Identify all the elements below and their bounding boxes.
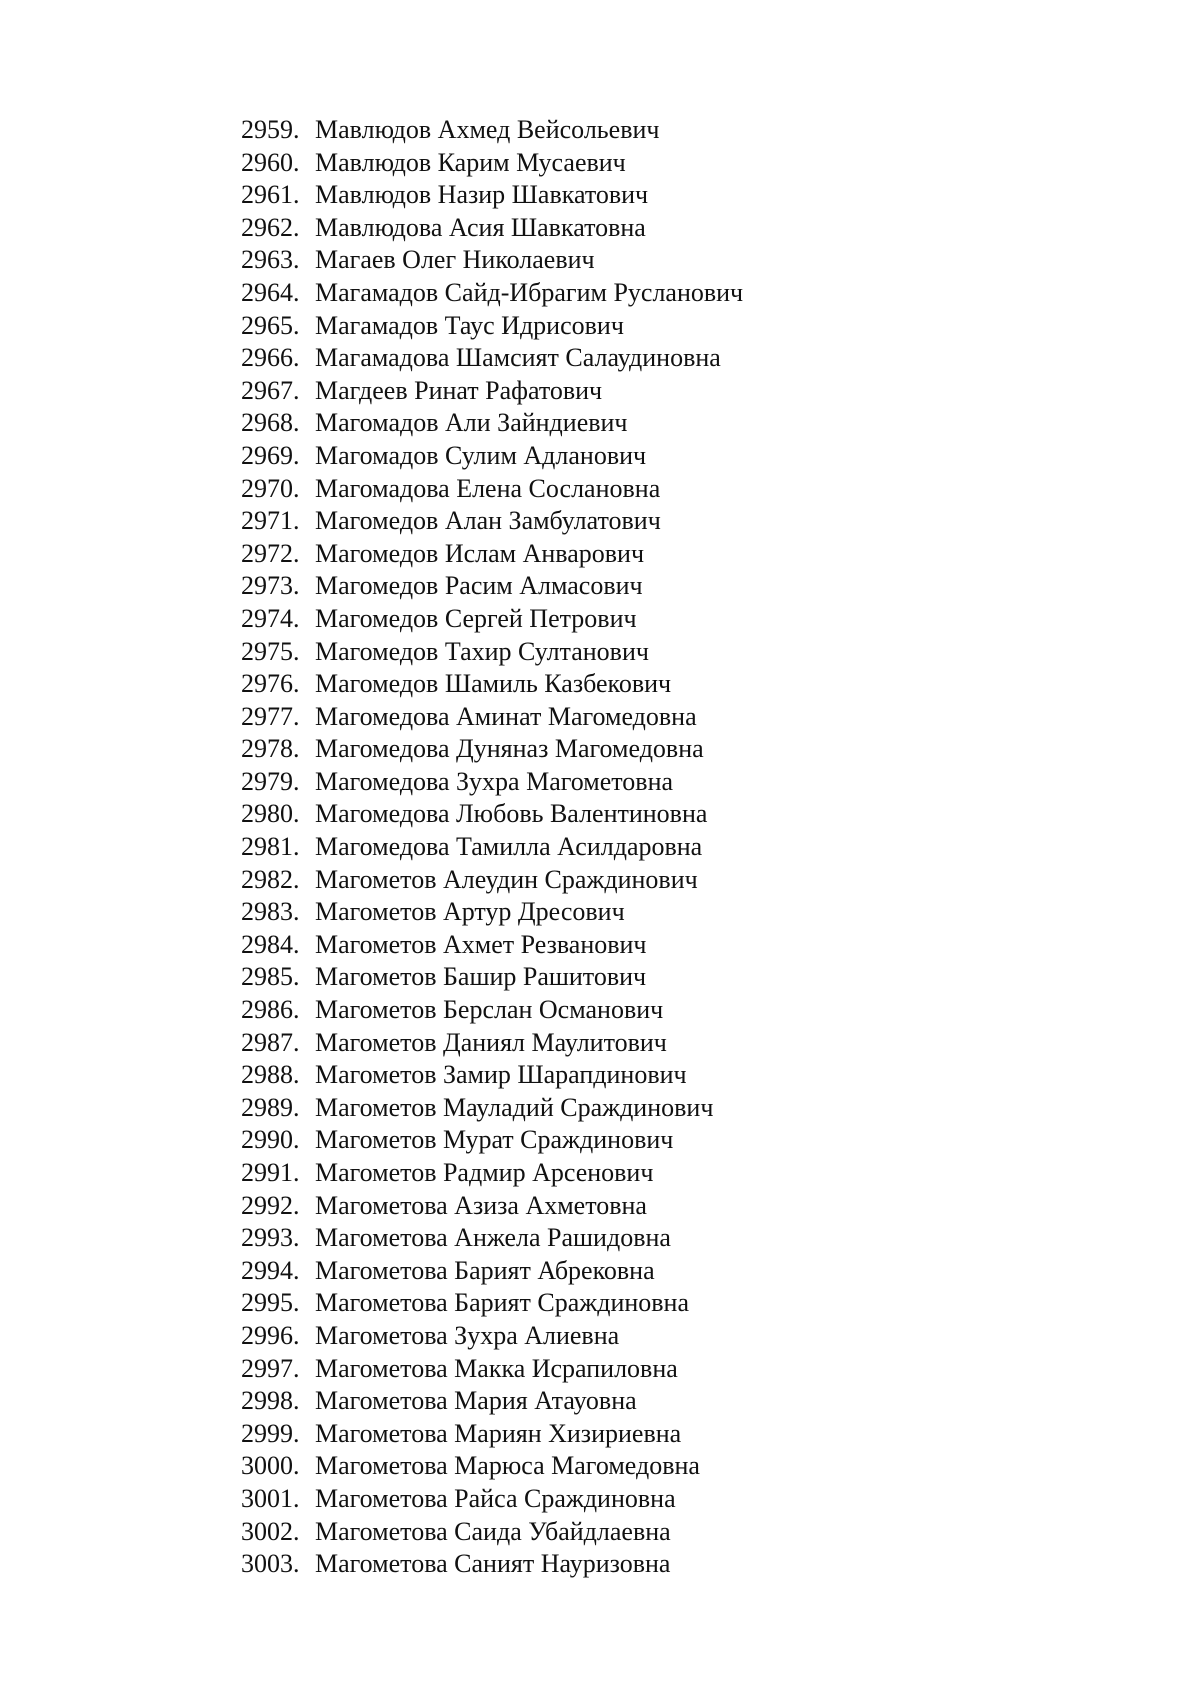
entry-number: 2986. xyxy=(241,995,300,1025)
entry-number: 2995. xyxy=(241,1288,300,1318)
list-item xyxy=(241,407,743,440)
entry-number: 2976. xyxy=(241,669,300,699)
list-item xyxy=(241,1353,743,1386)
list-item xyxy=(241,473,743,506)
entry-name: Мавлюдов Ахмед Вейсольевич xyxy=(315,115,660,144)
entry-number: 2961. xyxy=(241,180,300,210)
list-item xyxy=(241,1385,743,1418)
entry-name: Мавлюдов Назир Шавкатович xyxy=(315,180,649,210)
list-item xyxy=(241,1418,743,1451)
entry-name: Магометов Артур Дресович xyxy=(315,897,625,927)
entry-name: Магомедова Аминат Магомедовна xyxy=(315,701,697,731)
list-item xyxy=(241,636,743,669)
entry-number: 2969. xyxy=(241,440,300,470)
entry-number: 2992. xyxy=(241,1190,300,1220)
entry-name: Магомедов Расим Алмасович xyxy=(315,571,643,601)
list-item xyxy=(241,1516,743,1549)
name-list xyxy=(241,114,743,1581)
list-item xyxy=(241,538,743,571)
entry-number: 2970. xyxy=(241,473,300,503)
list-item xyxy=(241,310,743,343)
entry-name: Магомадов Али Зайндиевич xyxy=(315,408,628,438)
entry-name: Магометова Макка Исрапиловна xyxy=(315,1353,678,1383)
entry-name: Магомадова Елена Сослановна xyxy=(315,473,661,503)
entry-name: Магометова Райса Сраждиновна xyxy=(315,1483,676,1513)
entry-name: Магометов Мурат Сраждинович xyxy=(315,1125,674,1155)
list-item xyxy=(241,342,743,375)
entry-number: 2971. xyxy=(241,506,300,536)
list-item xyxy=(241,1287,743,1320)
list-item xyxy=(241,864,743,897)
entry-name: Магомадов Сулим Адланович xyxy=(315,440,647,470)
entry-number: 2996. xyxy=(241,1320,300,1350)
list-item xyxy=(241,1190,743,1223)
list-item xyxy=(241,603,743,636)
entry-number: 3001. xyxy=(241,1483,300,1513)
list-item xyxy=(241,668,743,701)
entry-name: Магометов Башир Рашитович xyxy=(315,962,647,992)
entry-number: 2990. xyxy=(241,1125,300,1155)
entry-name: Магометова Мариян Хизириевна xyxy=(315,1418,682,1448)
list-item xyxy=(241,244,743,277)
entry-name: Мавлюдова Асия Шавкатовна xyxy=(315,212,646,242)
entry-name: Магамадов Таус Идрисович xyxy=(315,310,624,340)
entry-number: 2984. xyxy=(241,929,300,959)
list-item xyxy=(241,733,743,766)
list-item xyxy=(241,1320,743,1353)
list-item xyxy=(241,1483,743,1516)
entry-number: 2965. xyxy=(241,310,300,340)
entry-name: Магомедов Шамиль Казбекович xyxy=(315,669,672,699)
entry-number: 2991. xyxy=(241,1158,300,1187)
entry-name: Магомедова Дуняназ Магомедовна xyxy=(315,734,704,764)
list-item xyxy=(241,1450,743,1483)
entry-number: 2988. xyxy=(241,1060,300,1090)
entry-name: Магометова Зухра Алиевна xyxy=(315,1320,620,1350)
entry-number: 2964. xyxy=(241,277,300,307)
list-item xyxy=(241,375,743,408)
list-item xyxy=(241,994,743,1027)
entry-number: 2994. xyxy=(241,1255,300,1285)
entry-name: Магамадова Шамсият Салаудиновна xyxy=(315,343,721,373)
entry-name: Магдеев Ринат Рафатович xyxy=(315,375,603,405)
entry-number: 2966. xyxy=(241,343,300,373)
list-item xyxy=(241,179,743,212)
list-item xyxy=(241,896,743,929)
entry-name: Магометов Мауладий Сраждинович xyxy=(315,1092,714,1122)
entry-name: Магомедова Зухра Магометовна xyxy=(315,766,674,796)
entry-number: 2978. xyxy=(241,734,300,764)
list-item xyxy=(241,798,743,831)
entry-name: Магометов Замир Шарапдинович xyxy=(315,1060,687,1090)
list-item xyxy=(241,440,743,473)
entry-name: Магометова Саният Науризовна xyxy=(315,1549,671,1579)
entry-name: Магометова Мария Атауовна xyxy=(315,1386,637,1416)
entry-number: 2987. xyxy=(241,1027,300,1057)
list-item xyxy=(241,212,743,245)
list-item xyxy=(241,1255,743,1288)
list-item xyxy=(241,570,743,603)
list-item xyxy=(241,766,743,799)
list-item xyxy=(241,1124,743,1157)
entry-name: Магометова Барият Сраждиновна xyxy=(315,1288,690,1318)
entry-name: Магометова Барият Абрековна xyxy=(315,1255,655,1285)
entry-number: 2962. xyxy=(241,212,300,242)
entry-name: Магометова Азиза Ахметовна xyxy=(315,1190,647,1220)
entry-name: Магометов Радмир Арсенович xyxy=(315,1158,654,1187)
entry-number: 2959. xyxy=(241,115,300,144)
entry-name: Магомедов Ислам Анварович xyxy=(315,538,645,568)
entry-number: 2977. xyxy=(241,701,300,731)
list-item xyxy=(241,147,743,180)
entry-number: 2975. xyxy=(241,636,300,666)
entry-name: Магамадов Сайд-Ибрагим Русланович xyxy=(315,277,744,307)
entry-name: Магометов Ахмет Резванович xyxy=(315,929,647,959)
entry-number: 3000. xyxy=(241,1451,300,1481)
entry-name: Магометова Саида Убайдлаевна xyxy=(315,1516,671,1546)
entry-number: 2972. xyxy=(241,538,300,568)
entry-name: Магометова Анжела Рашидовна xyxy=(315,1223,671,1253)
entry-number: 2989. xyxy=(241,1092,300,1122)
entry-name: Магомедов Сергей Петрович xyxy=(315,603,637,633)
entry-number: 3002. xyxy=(241,1516,300,1546)
entry-number: 2960. xyxy=(241,147,300,177)
entry-number: 2980. xyxy=(241,799,300,829)
entry-number: 2983. xyxy=(241,897,300,927)
list-item xyxy=(241,1548,743,1581)
list-item xyxy=(241,831,743,864)
entry-name: Магометов Даниял Маулитович xyxy=(315,1027,667,1057)
list-item xyxy=(241,1222,743,1255)
entry-number: 2999. xyxy=(241,1418,300,1448)
entry-number: 2998. xyxy=(241,1386,300,1416)
entry-number: 3003. xyxy=(241,1549,300,1579)
list-item xyxy=(241,1059,743,1092)
entry-name: Магомедов Алан Замбулатович xyxy=(315,506,661,536)
entry-number: 2981. xyxy=(241,832,300,862)
entry-number: 2982. xyxy=(241,864,300,894)
list-item xyxy=(241,929,743,962)
list-item xyxy=(241,1092,743,1125)
entry-name: Магометов Алеудин Сраждинович xyxy=(315,864,698,894)
entry-name: Магомедов Тахир Султанович xyxy=(315,636,649,666)
entry-number: 2967. xyxy=(241,375,300,405)
entry-number: 2973. xyxy=(241,571,300,601)
entry-number: 2968. xyxy=(241,408,300,438)
list-item xyxy=(241,114,743,147)
list-item xyxy=(241,701,743,734)
entry-name: Магомедова Тамилла Асилдаровна xyxy=(315,832,703,862)
entry-number: 2963. xyxy=(241,245,300,275)
entry-name: Мавлюдов Карим Мусаевич xyxy=(315,147,626,177)
entry-name: Магомедова Любовь Валентиновна xyxy=(315,799,708,829)
list-item xyxy=(241,961,743,994)
entry-number: 2979. xyxy=(241,766,300,796)
entry-number: 2997. xyxy=(241,1353,300,1383)
list-item xyxy=(241,1157,743,1190)
list-item xyxy=(241,277,743,310)
entry-name: Магаев Олег Николаевич xyxy=(315,245,595,275)
list-item xyxy=(241,505,743,538)
entry-number: 2974. xyxy=(241,603,300,633)
entry-name: Магометова Марюса Магомедовна xyxy=(315,1451,700,1481)
entry-name: Магометов Берслан Османович xyxy=(315,995,664,1025)
list-item xyxy=(241,1027,743,1060)
entry-number: 2993. xyxy=(241,1223,300,1253)
entry-number: 2985. xyxy=(241,962,300,992)
